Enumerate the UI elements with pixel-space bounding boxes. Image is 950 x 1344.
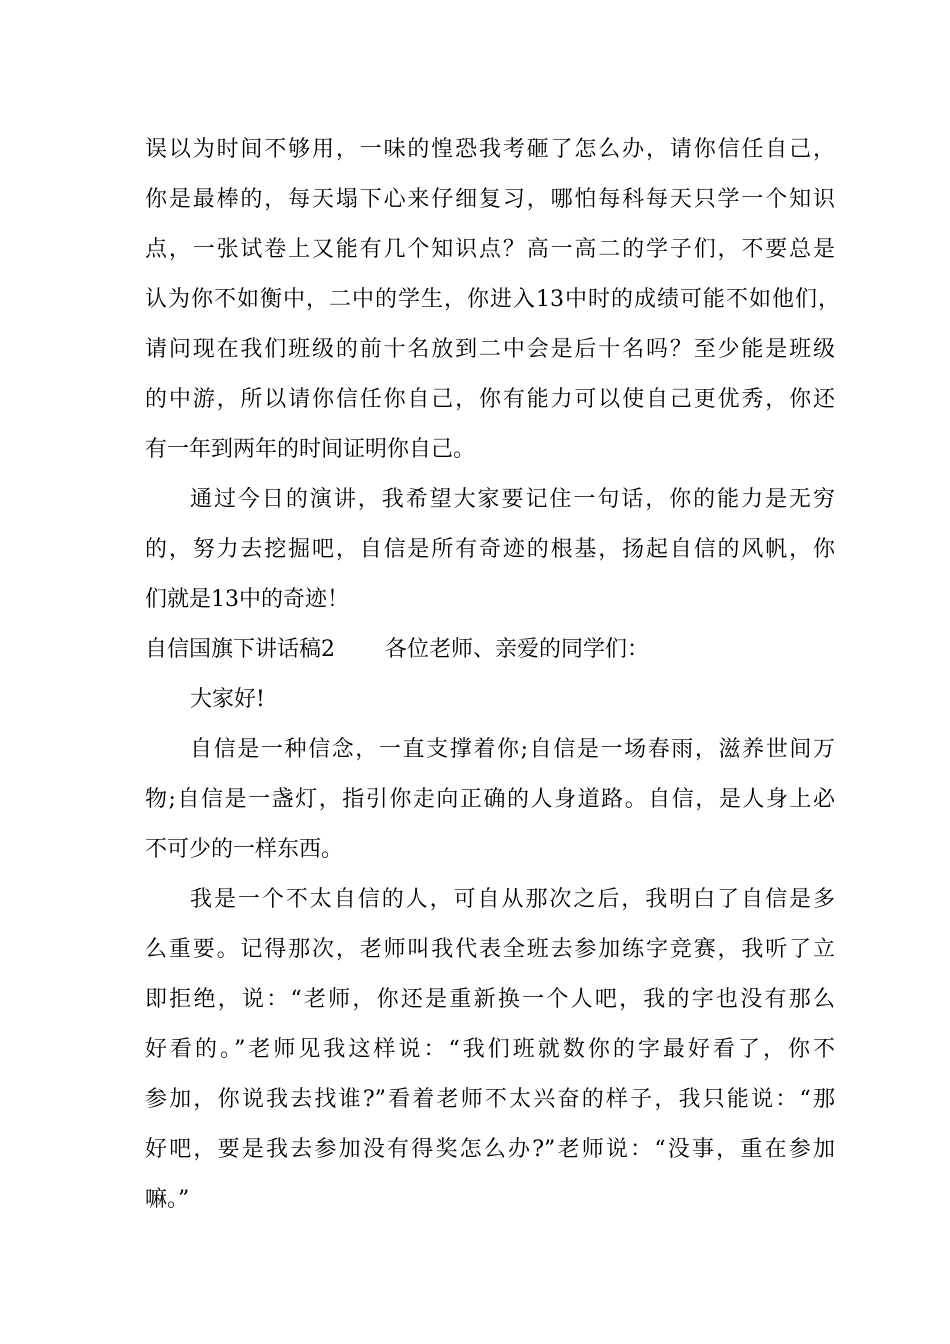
section-title: 自信国旗下讲话稿2 xyxy=(145,637,335,662)
paragraph-4-line-4: 好看的。”老师见我这样说：“我们班就数你的字最好看了，你不 xyxy=(145,1037,835,1062)
paragraph-1-line-2: 你是最棒的，每天塌下心来仔细复习，哪怕每科每天只学一个知识 xyxy=(145,187,835,212)
paragraph-4-line-3: 即拒绝，说：“老师，你还是重新换一个人吧，我的字也没有那么 xyxy=(145,987,835,1012)
paragraph-3-line-1: 自信是一种信念，一直支撑着你;自信是一场春雨，滋养世间万 xyxy=(190,737,835,762)
salutation: 各位老师、亲爱的同学们： xyxy=(385,637,650,662)
paragraph-1-line-7: 有一年到两年的时间证明你自己。 xyxy=(145,437,476,462)
paragraph-4-line-2: 么重要。记得那次，老师叫我代表全班去参加练字竞赛，我听了立 xyxy=(145,937,835,962)
paragraph-2-line-2: 的，努力去挖掘吧，自信是所有奇迹的根基，扬起自信的风帆，你 xyxy=(145,537,835,562)
paragraph-1-line-3: 点，一张试卷上又能有几个知识点？高一高二的学子们，不要总是 xyxy=(145,237,835,262)
paragraph-1-line-1: 误以为时间不够用，一味的惶恐我考砸了怎么办，请你信任自己， xyxy=(145,137,835,162)
paragraph-4-line-6: 好吧，要是我去参加没有得奖怎么办?”老师说：“没事，重在参加 xyxy=(145,1137,835,1162)
paragraph-2-line-3: 们就是13中的奇迹！ xyxy=(145,587,349,612)
paragraph-1-line-5: 请问现在我们班级的前十名放到二中会是后十名吗？至少能是班级 xyxy=(145,337,835,362)
paragraph-4-line-7: 嘛。” xyxy=(145,1187,190,1212)
paragraph-3-line-2: 物;自信是一盏灯，指引你走向正确的人身道路。自信，是人身上必 xyxy=(145,787,835,812)
paragraph-4-line-1: 我是一个不太自信的人，可自从那次之后，我明白了自信是多 xyxy=(190,887,835,912)
paragraph-1-line-4: 认为你不如衡中，二中的学生，你进入13中时的成绩可能不如他们， xyxy=(145,287,840,312)
paragraph-4-line-5: 参加，你说我去找谁?”看着老师不太兴奋的样子，我只能说：“那 xyxy=(145,1087,835,1112)
paragraph-3-line-3: 不可少的一样东西。 xyxy=(145,837,344,862)
paragraph-1-line-6: 的中游，所以请你信任你自己，你有能力可以使自己更优秀，你还 xyxy=(145,387,835,412)
greeting: 大家好! xyxy=(190,687,265,712)
paragraph-2-line-1: 通过今日的演讲，我希望大家要记住一句话，你的能力是无穷 xyxy=(190,487,835,512)
